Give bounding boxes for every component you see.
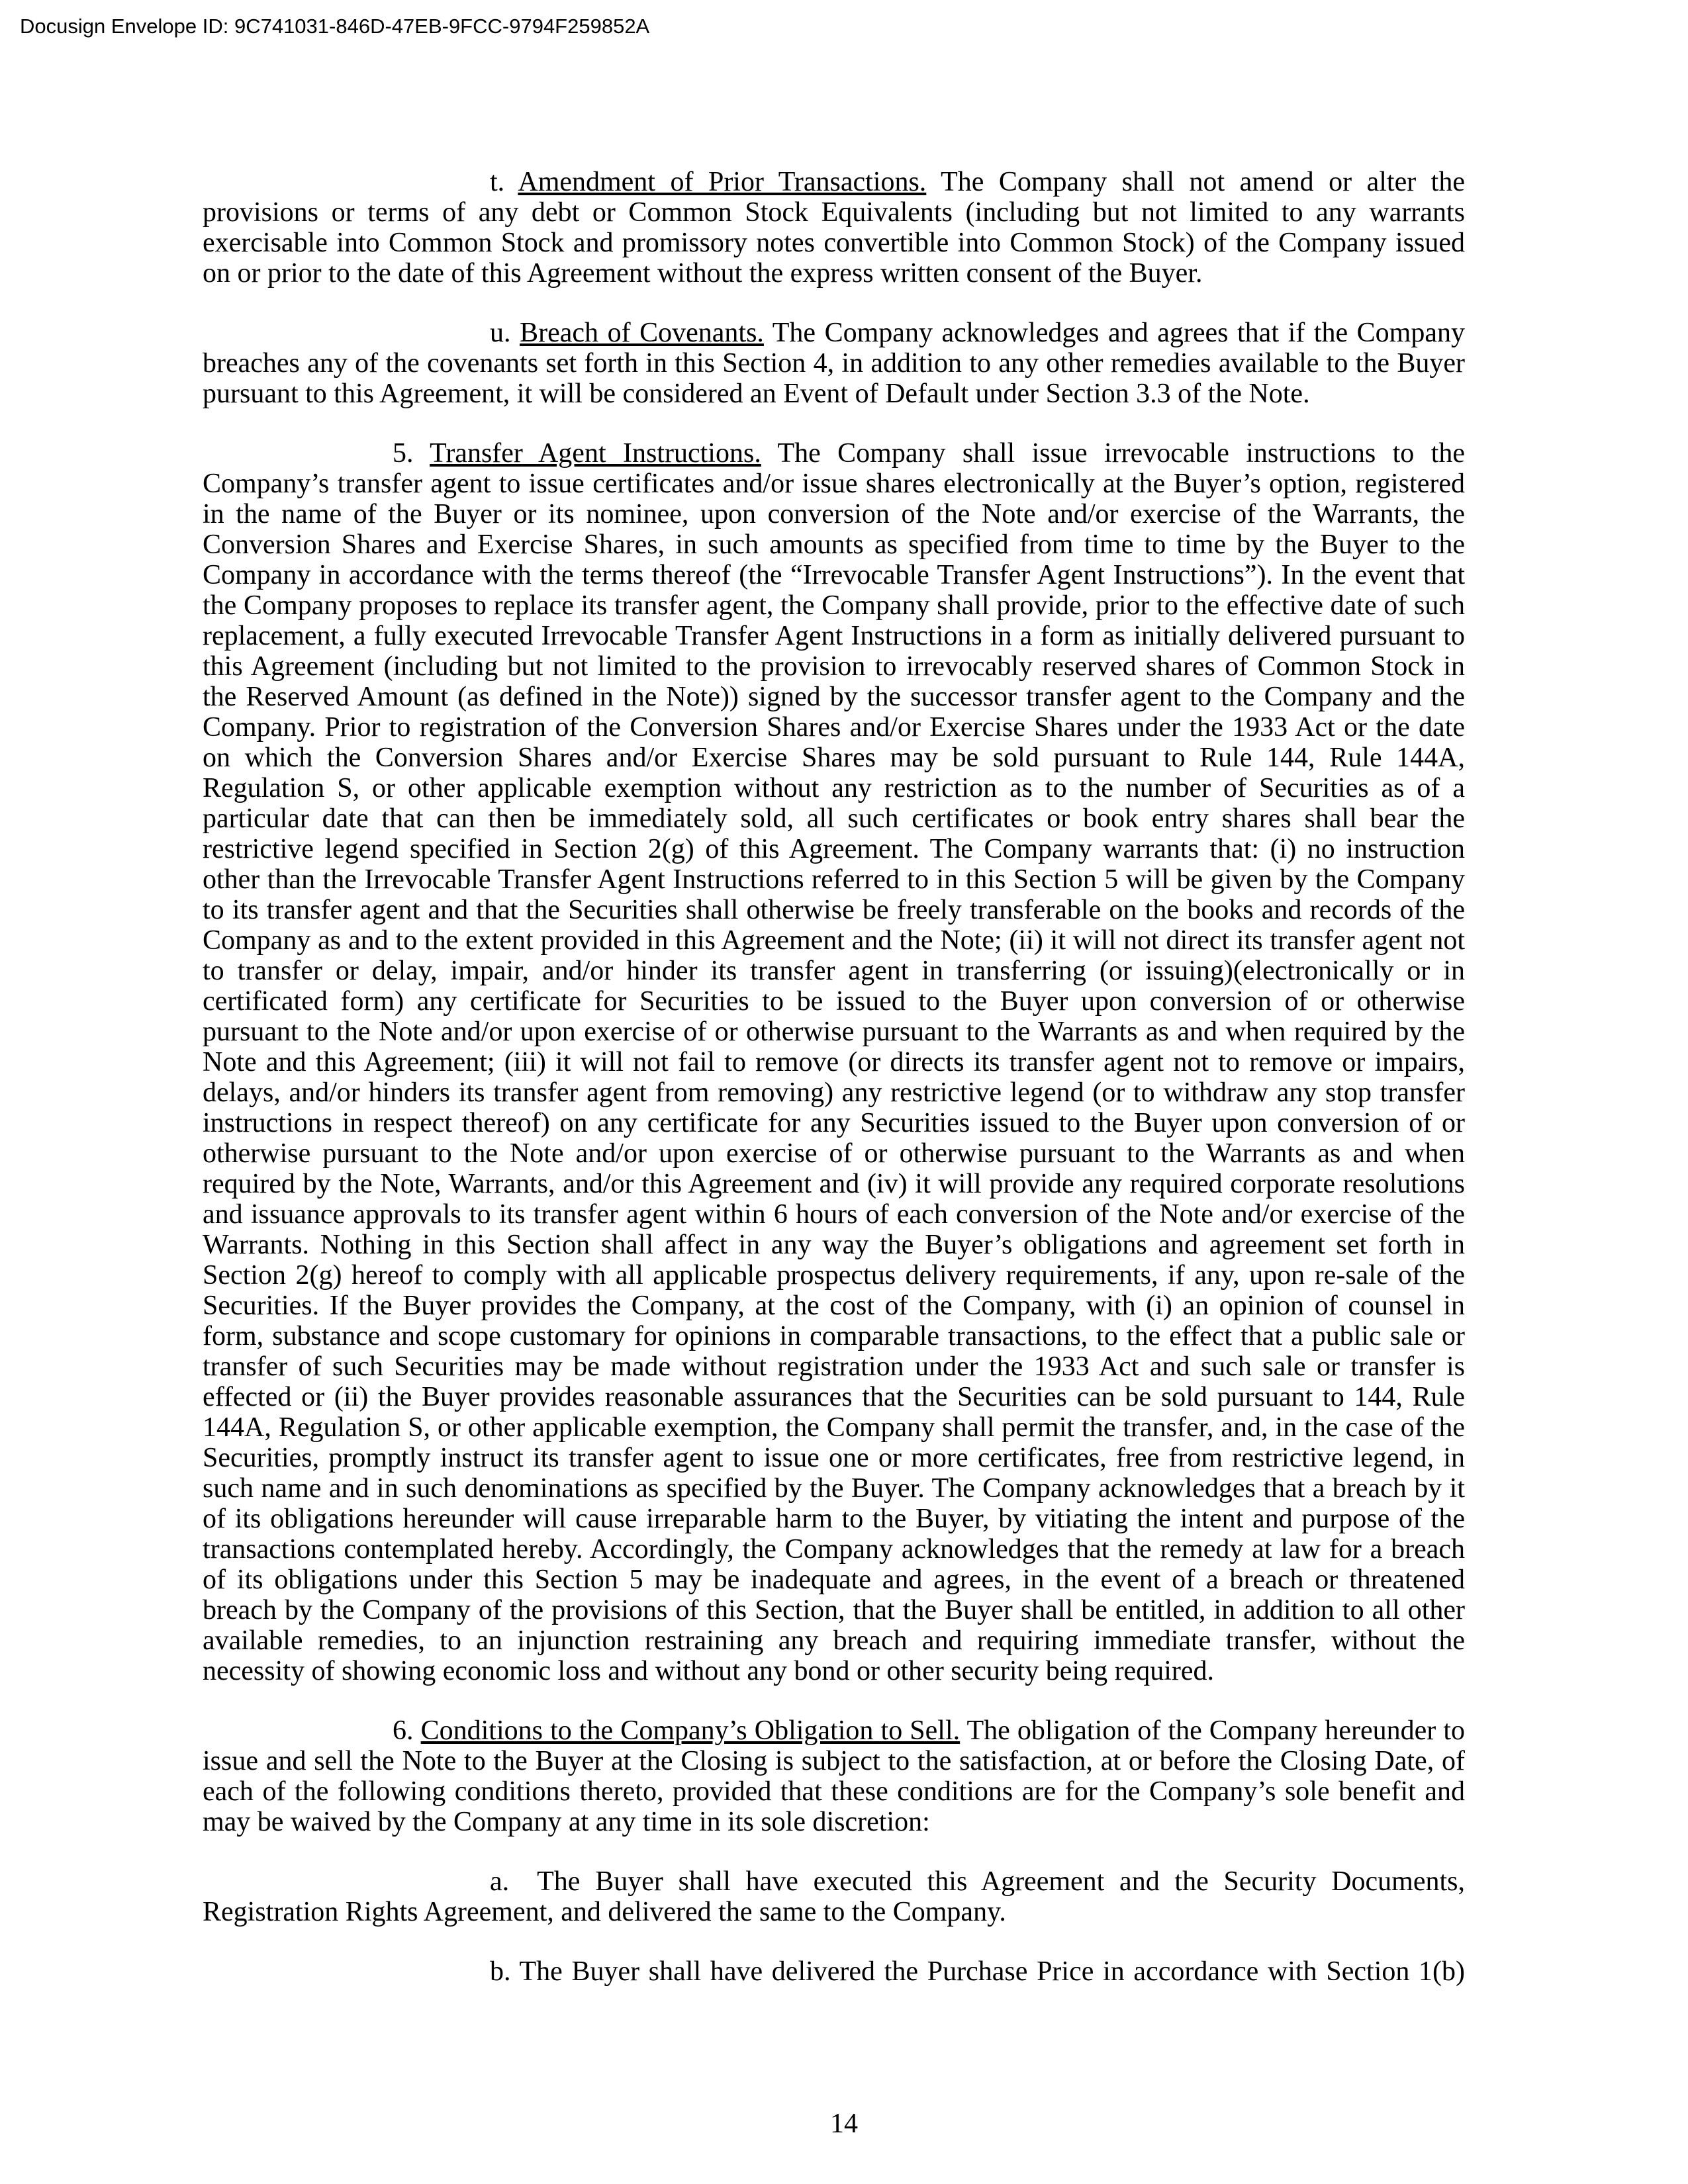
paragraph-b-text: The Buyer shall have delivered the Purchase Price in accordance with Section 1(b): [519, 1956, 1465, 1987]
paragraph-t: [203, 167, 1465, 289]
paragraph-u: [203, 318, 1465, 409]
paragraph-u-title: Breach of Covenants.: [520, 318, 764, 348]
paragraph-u-text: The Company acknowledges and agrees that if the Company breaches any of the covenants set forth in this Section 4, in addition to any other remedies available to the Buyer pursuant to this Agreement, it will be considered an Event of Default under Section 3.3 of the Note.: [203, 318, 1465, 409]
paragraph-a-label: a.: [490, 1866, 510, 1897]
docusign-envelope-id: Docusign Envelope ID: 9C741031-846D-47EB-9FCC-9794F259852A: [20, 15, 650, 38]
page-number: 14: [830, 2109, 858, 2139]
paragraph-b: [203, 1956, 1465, 1987]
section-6-title: Conditions to the Company’s Obligation to Sell.: [420, 1715, 961, 1746]
paragraph-b-label: b.: [490, 1956, 511, 1987]
section-6-text: The obligation of the Company hereunder to issue and sell the Note to the Buyer at the Closing is subject to the satisfaction, at or before the Closing Date, of each of the following conditions thereto, provided that these conditions are for the Company’s sole benefit and may be waived by the Company at any time in its sole discretion:: [203, 1715, 1466, 1837]
paragraph-t-title: Amendment of Prior Transactions.: [518, 167, 927, 197]
paragraph-a-text: The Buyer shall have executed this Agreement and the Security Documents, Registration Rights Agreement, and delivered the same to the Company.: [203, 1866, 1465, 1927]
section-6-label: 6.: [393, 1715, 414, 1746]
paragraph-t-label: t.: [490, 167, 505, 197]
section-5-paragraph: [203, 438, 1465, 1686]
section-6-paragraph: [203, 1715, 1465, 1837]
section-5-text: The Company shall issue irrevocable instructions to the Company’s transfer agent to issue certificates and/or issue shares electronically at the Buyer’s option, registered in the name of the Buyer or its nominee, upon conversion of the Note and/or exercise of the Warrants, the Conversion Shares and Exercise Shares, in such amounts as specified from time to time by the Buyer to the Company in accordance with the terms thereof (the “Irrevocable Transfer Agent Instructions”). In the event that the Company proposes to replace its transfer agent, the Company shall provide, prior to the effective date of such replacement, a fully executed Irrevocable Transfer Agent Instructions in a form as initially delivered pursuant to this Agreement (including but not limited to the provision to irrevocably reserved shares of Common Stock in the Reserved Amount (as defined in the Note)) signed by the successor transfer agent to the Company and the Company. Prior to registration of the Conversion Shares and/or Exercise Shares under the 1933 Act or the date on which the Conversion Shares and/or Exercise Shares may be sold pursuant to Rule 144, Rule 144A, Regulation S, or other applicable exemption without any restriction as to the number of Securities as of a particular date that can then be immediately sold, all such certificates or book entry shares shall bear the restrictive legend specified in Section 2(g) of this Agreement. The Company warrants that: (i) no instruction other than the Irrevocable Transfer Agent Instructions referred to in this Section 5 will be given by the Company to its transfer agent and that the Securities shall otherwise be freely transferable on the books and records of the Company as and to the extent provided in this Agreement and the Note; (ii) it will not direct its transfer agent not to transfer or delay, impair, and/or hinder its transfer agent in transferring (or issuing)(electronically or in certificated form) any certificate for Securities to be issued to the Buyer upon conversion of or otherwise pursuant to the Note and/or upon exercise of or otherwise pursuant to the Warrants as and when required by the Note and this Agreement; (iii) it will not fail to remove (or directs its transfer agent not to remove or impairs, delays, and/or hinders its transfer agent from removing) any restrictive legend (or to withdraw any stop transfer instructions in respect thereof) on any certificate for any Securities issued to the Buyer upon conversion of or otherwise pursuant to the Note and/or upon exercise of or otherwise pursuant to the Warrants as and when required by the Note, Warrants, and/or this Agreement and (iv) it will provide any required corporate resolutions and issuance approvals to its transfer agent within 6 hours of each conversion of the Note and/or exercise of the Warrants. Nothing in this Section shall affect in any way the Buyer’s obligations and agreement set forth in Section 2(g) hereof to comply with all applicable prospectus delivery requirements, if any, upon re-sale of the Securities. If the Buyer provides the Company, at the cost of the Company, with (i) an opinion of counsel in form, substance and scope customary for opinions in comparable transactions, to the effect that a public sale or transfer of such Securities may be made without registration under the 1933 Act and such sale or transfer is effected or (ii) the Buyer provides reasonable assurances that the Securities can be sold pursuant to 144, Rule 144A, Regulation S, or other applicable exemption, the Company shall permit the transfer, and, in the case of the Securities, promptly instruct its transfer agent to issue one or more certificates, free from restrictive legend, in such name and in such denominations as specified by the Buyer. The Company acknowledges that a breach by it of its obligations hereunder will cause irreparable harm to the Buyer, by vitiating the intent and purpose of the transactions contemplated hereby. Accordingly, the Company acknowledges that the remedy at law for a breach of its obligations under this Section 5 may be inadequate and agrees, in the event of a breach or threatened breach by the Company of the provisions of this Section, that the Buyer shall be entitled, in addition to all other available remedies, to an injunction restraining any breach and requiring immediate transfer, without the necessity of showing economic loss and without any bond or other security being required.: [203, 438, 1465, 1686]
document-body: [203, 167, 1465, 1987]
paragraph-u-label: u.: [490, 318, 511, 348]
section-5-title: Transfer Agent Instructions.: [430, 438, 761, 469]
paragraph-a: [203, 1866, 1465, 1927]
paragraph-t-text: The Company shall not amend or alter the provisions or terms of any debt or Common Stock Equivalents (including but not limited to any warrants exercisable into Common Stock and promissory notes convertible into Common Stock) of the Company issued on or prior to the date of this Agreement without the express written consent of the Buyer.: [203, 167, 1465, 289]
section-5-label: 5.: [393, 438, 414, 469]
